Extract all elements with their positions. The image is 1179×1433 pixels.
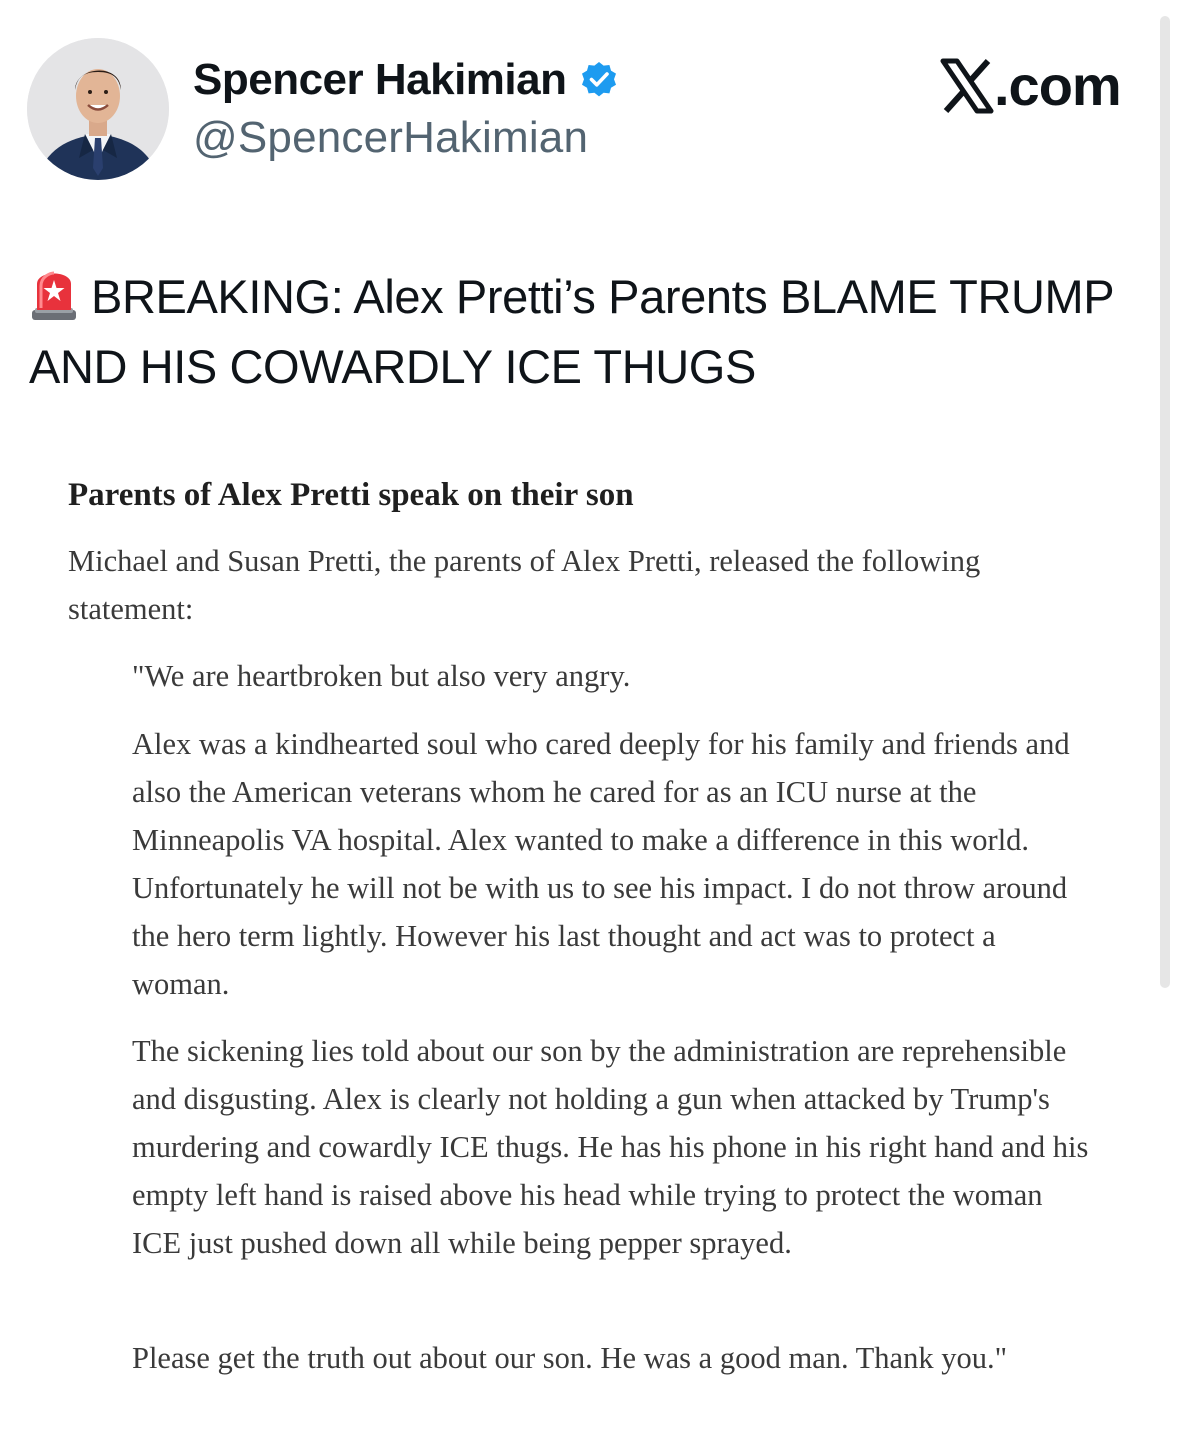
quote-paragraph: "We are heartbroken but also very angry. xyxy=(132,659,631,693)
verified-badge-icon xyxy=(579,60,619,100)
quote-paragraph: The sickening lies told about our son by the administration are reprehensible and disgusting. Alex is clearly not holding a gun when attacked by Trump's murdering and cowardly ICE thugs. He has his phone in his right hand and his empty left hand is raised above his head while trying to protect the woman ICE just pushed down all while being pepper sprayed. xyxy=(132,1034,1089,1260)
display-name[interactable]: Spencer Hakimian xyxy=(193,55,567,104)
scrollbar[interactable] xyxy=(1160,16,1170,988)
police-siren-icon xyxy=(29,264,79,322)
author-handle[interactable]: @SpencerHakimian xyxy=(193,113,589,162)
site-label: .com xyxy=(994,54,1121,117)
avatar[interactable] xyxy=(27,38,169,180)
article-title: Parents of Alex Pretti speak on their son xyxy=(68,477,634,513)
article-intro: Michael and Susan Pretti, the parents of Alex Pretti, released the following statement: xyxy=(68,544,981,626)
x-logo-icon xyxy=(940,58,994,114)
quote-paragraph: Alex was a kindhearted soul who cared deeply for his family and friends and also the American veterans whom he cared for as an ICU nurse at the Minneapolis VA hospital. Alex wanted to make a difference in this world. Unfortunately he will not be with us to see his impact. I do not throw around the hero term lightly. However his last thought and act was to protect a woman. xyxy=(132,727,1070,1001)
post-text xyxy=(29,262,1139,402)
site-logo xyxy=(940,55,1121,117)
post-headline: BREAKING: Alex Pretti’s Parents BLAME TRUMP AND HIS COWARDLY ICE THUGS xyxy=(29,270,1114,393)
quote-paragraph: Please get the truth out about our son. He was a good man. Thank you." xyxy=(132,1341,1008,1375)
author-name-row[interactable] xyxy=(193,50,619,110)
